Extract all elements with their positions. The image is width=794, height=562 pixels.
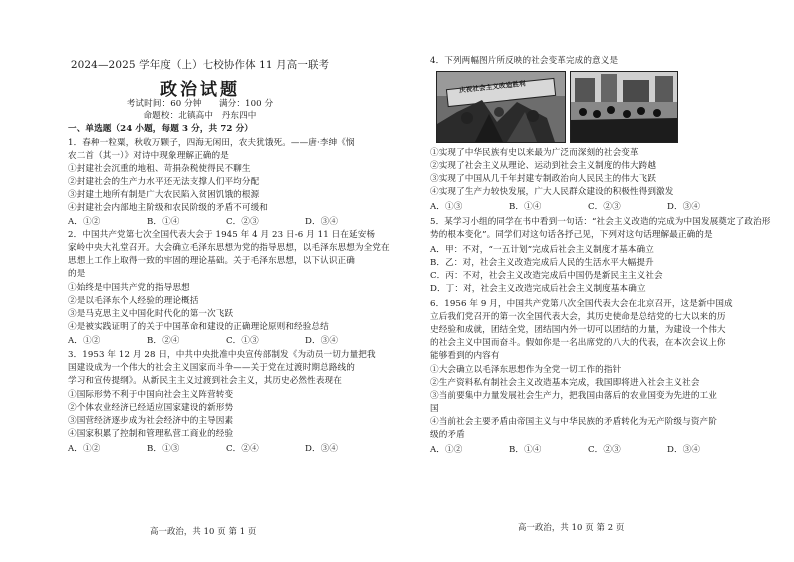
- exam-header: 2024—2025 学年度（上）七校协作体 11 月高一联考: [70, 59, 330, 71]
- choice-c: C．②④: [226, 444, 259, 454]
- choice-a: A．①②: [68, 217, 101, 227]
- answer-option: D．丁：对，社会主义改造完成后社会主义制度基本确立: [430, 284, 646, 294]
- answer-option: ④当前社会主要矛盾由帝国主义与中华民族的矛盾转化为无产阶级与资产阶: [430, 417, 717, 427]
- question-stem-line: 史经验和成就，团结全党，团结国内外一切可以团结的力量，为建设一个伟大: [430, 325, 726, 335]
- question-stem-line: 能够看到的内容有: [430, 351, 500, 361]
- question-stem-line: 3．1953 年 12 月 28 日，中共中央批准中央宣传部制发《为动员一切力量把我: [68, 350, 376, 360]
- page-2: [400, 0, 794, 562]
- question-stem-line: 国建设成为一个伟大的社会主义国家而斗争——关于党在过渡时期总路线的: [68, 363, 355, 373]
- answer-option: ④封建社会内部地主阶级和农民阶级的矛盾不可缓和: [68, 203, 268, 213]
- question-stem-line: 的是: [68, 269, 86, 279]
- answer-option: B．乙：对，社会主义改造完成后人民的生活水平大幅提升: [430, 258, 654, 268]
- answer-option: ②是以毛泽东个人经验的理论概括: [68, 296, 199, 306]
- answer-option: ①始终是中国共产党的指导思想: [68, 283, 190, 293]
- question-stem-line: 1．春种一粒粟，秋收万颗子，四海无闲田，农夫犹饿死。——唐·李绅《悯: [68, 138, 355, 148]
- choice-d: D．③④: [305, 217, 339, 227]
- answer-option: ③是马克思主义中国化时代化的第一次飞跃: [68, 309, 234, 319]
- answer-option-continued: 级的矛盾: [430, 430, 465, 440]
- answer-option: ③当前要集中力量发展社会生产力，把我国由落后的农业国变为先进的工业: [430, 391, 717, 401]
- question-stem-line: 2．中国共产党第七次全国代表大会于 1945 年 4 月 23 日-6 月 11 日在延安杨: [68, 230, 376, 240]
- choice-a: A．①②: [68, 336, 101, 346]
- exam-info: 考试时间：60 分钟 满分：100 分: [126, 99, 274, 109]
- choice-b: B．①④: [509, 445, 542, 455]
- answer-option: ④实现了生产力较快发展，广大人民群众建设的积极性得到激发: [430, 187, 674, 197]
- answer-option: ③封建土地所有制是广大农民陷入贫困饥饿的根源: [68, 190, 260, 200]
- answer-option: A．甲：不对，“一五计划”完成后社会主义制度才基本确立: [430, 245, 654, 255]
- page-footer: 高一政治，共 10 页 第 1 页: [150, 526, 257, 536]
- question-stem-line: 6．1956 年 9 月，中国共产党第八次全国代表大会在北京召开，这是新中国成: [430, 299, 733, 309]
- choice-a: A．①②: [430, 445, 463, 455]
- section-heading: 一、单选题（24 小题，每题 3 分，共 72 分）: [68, 124, 253, 134]
- question-stem-line: 家岭中央大礼堂召开。大会确立毛泽东思想为党的指导思想，以毛泽东思想为全党在: [68, 243, 390, 253]
- choice-b: B．①④: [509, 202, 542, 212]
- answer-option: ②个体农业经济已经适应国家建设的新形势: [68, 403, 234, 413]
- photo-banner-text: 庆祝社会主义改造胜利: [458, 79, 527, 95]
- choice-d: D．③④: [667, 445, 701, 455]
- exam-setters: 命题校：北镇高中 丹东四中: [143, 111, 257, 121]
- choice-d: D．③④: [305, 444, 339, 454]
- choice-b: B．①④: [147, 217, 180, 227]
- choice-d: D．③④: [667, 202, 701, 212]
- choice-c: C．②③: [588, 445, 621, 455]
- answer-option: ③实现了中国从几千年封建专制政治向人民民主的伟大飞跃: [430, 174, 657, 184]
- historical-photo-2: [570, 71, 678, 143]
- answer-option: ①大会确立以毛泽东思想作为全党一切工作的指针: [430, 365, 622, 375]
- choice-d: D．③④: [305, 336, 339, 346]
- question-stem-line: 思想上工作上取得一致的牢固的理论基础。关于毛泽东思想，以下认识正确: [68, 256, 355, 266]
- choice-c: C．①③: [226, 336, 259, 346]
- page-footer: 高一政治，共 10 页 第 2 页: [518, 522, 625, 532]
- answer-option: ①实现了中华民族有史以来最为广泛而深刻的社会变革: [430, 148, 639, 158]
- answer-option: ②封建社会的生产力水平还无法支撑人们平均分配: [68, 177, 260, 187]
- question-4-stem: 4．下列两幅图片所反映的社会变革完成的意义是: [430, 56, 619, 66]
- answer-option: ④是被实践证明了的关于中国革命和建设的正确理论原则和经验总结: [68, 322, 329, 332]
- answer-option: ③国营经济逐步成为社会经济中的主导因素: [68, 416, 234, 426]
- answer-option: ①封建社会沉重的地租、苛捐杂税使得民不聊生: [68, 164, 251, 174]
- choice-a: A．①③: [430, 202, 463, 212]
- answer-option: ②生产资料私有制社会主义改造基本完成，我国即将进入社会主义社会: [430, 378, 700, 388]
- answer-option: C．丙：不对，社会主义改造完成后中国仍是新民主主义社会: [430, 271, 663, 281]
- answer-option-continued: 国: [430, 404, 439, 414]
- answer-option: ②实现了社会主义从理论、运动到社会主义制度的伟大跨越: [430, 161, 657, 171]
- historical-photo-1: [436, 71, 566, 143]
- question-stem-line: 5．某学习小组的同学在书中看到一句话：“社会主义改造的完成为中国发展奠定了政治形: [430, 217, 771, 227]
- question-stem-line: 的社会主义中国而奋斗。假如你是一名出席党的八大的代表，在本次会议上你: [430, 338, 726, 348]
- question-stem-line: 立后我们党召开的第一次全国代表大会，其历史使命是总结党的七大以来的历: [430, 312, 726, 322]
- question-stem-line: 学习和宣传提纲》。从新民主主义过渡到社会主义，其历史必然性表现在: [68, 376, 342, 386]
- choice-c: C．②③: [226, 217, 259, 227]
- choice-b: B．②④: [147, 336, 180, 346]
- choice-c: C．②③: [588, 202, 621, 212]
- answer-option: ①国际形势不利于中国向社会主义阵营转变: [68, 390, 234, 400]
- question-stem-line: 农二首（其一）》对诗中现象理解正确的是: [68, 151, 229, 161]
- subject-title: 政治试题: [160, 80, 240, 100]
- choice-b: B．①③: [147, 444, 180, 454]
- choice-a: A．①②: [68, 444, 101, 454]
- answer-option: ④国家积累了控制和管理私营工商业的经验: [68, 429, 234, 439]
- question-stem-line: 势的根本变化”。同学们对这句话各抒己见，下列对这句话理解最正确的是: [430, 230, 713, 240]
